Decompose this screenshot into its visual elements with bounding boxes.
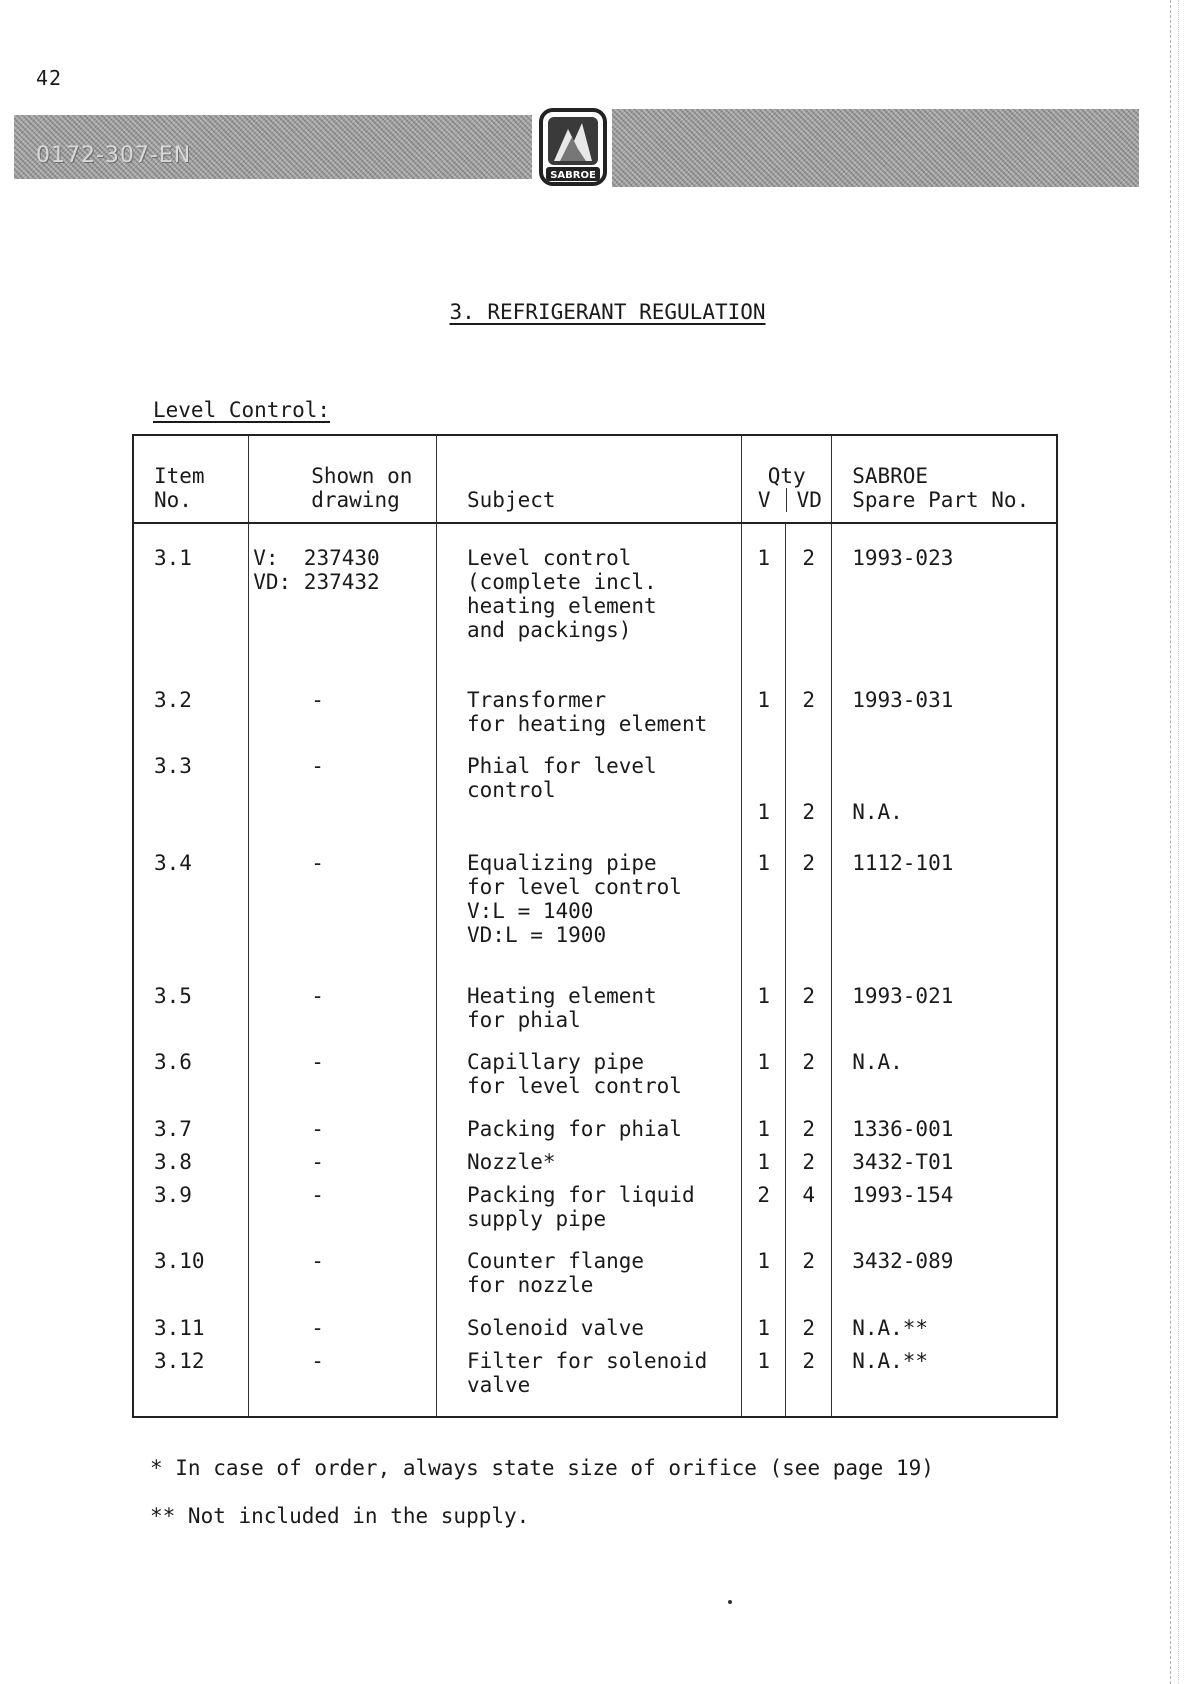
header-part-line2: Spare Part No. — [852, 488, 1030, 512]
table-row — [133, 1150, 1057, 1183]
row-qty-v: 2 — [742, 1183, 786, 1249]
row-drawing: V: 237430 VD: 237432 — [249, 523, 437, 688]
row-qty-vd: 2 — [786, 1349, 832, 1417]
header-item-no — [133, 435, 249, 523]
row-spare-part-no: N.A. — [832, 754, 1057, 851]
row-subject: Transformer for heating element — [437, 688, 742, 754]
row-drawing: - — [249, 1249, 437, 1315]
row-qty-vd: 2 — [786, 523, 832, 688]
header-qty — [742, 435, 832, 523]
row-subject: Capillary pipe for level control — [437, 1050, 742, 1116]
banner-right-panel — [612, 109, 1139, 187]
row-subject: Nozzle* — [437, 1150, 742, 1183]
row-qty-v: 1 — [742, 851, 786, 984]
page-number: 42 — [36, 66, 63, 90]
header-qty-sub — [742, 488, 831, 512]
header-qty-vd: VD — [786, 488, 831, 512]
row-item-no: 3.1 — [133, 523, 249, 688]
level-control-heading: Level Control: — [153, 398, 331, 422]
row-spare-part-no: 1993-031 — [832, 688, 1057, 754]
row-spare-part-no: 1112-101 — [832, 851, 1057, 984]
row-spare-part-no: 1993-021 — [832, 984, 1057, 1050]
row-qty-vd: 2 — [786, 1316, 832, 1349]
section-title — [0, 300, 1191, 324]
row-drawing: - — [249, 1150, 437, 1183]
row-qty-vd: 2 — [786, 1249, 832, 1315]
table-header — [133, 435, 1057, 523]
row-drawing: - — [249, 1349, 437, 1417]
row-qty-v: 1 — [742, 1150, 786, 1183]
footnote-not-included: ** Not included in the supply. — [150, 1504, 530, 1528]
scan-edge-line-secondary — [1178, 0, 1180, 1684]
spare-parts-table — [132, 434, 1058, 1418]
row-subject: Counter flange for nozzle — [437, 1249, 742, 1315]
row-qty-v: 1 — [742, 1349, 786, 1417]
table-row — [133, 1349, 1057, 1417]
document-code: 0172-307-EN — [36, 143, 192, 168]
row-subject: Packing for liquid supply pipe — [437, 1183, 742, 1249]
header-qty-v: V — [757, 488, 771, 512]
scan-speck — [728, 1600, 732, 1604]
row-drawing: - — [249, 984, 437, 1050]
row-qty-vd: 2 — [786, 688, 832, 754]
row-qty-vd: 2 — [786, 1150, 832, 1183]
row-item-no: 3.6 — [133, 1050, 249, 1116]
header-part-line1: SABROE — [852, 464, 929, 488]
header-qty-label: Qty — [767, 464, 806, 488]
header-shown-on-drawing — [249, 435, 437, 523]
header-subject: Subject — [437, 435, 742, 523]
banner-left-panel — [14, 115, 532, 179]
row-drawing: - — [249, 754, 437, 851]
row-item-no: 3.4 — [133, 851, 249, 984]
sabroe-logo — [538, 107, 608, 189]
row-drawing: - — [249, 1316, 437, 1349]
row-subject: Heating element for phial — [437, 984, 742, 1050]
row-qty-vd: 2 — [786, 851, 832, 984]
row-drawing: - — [249, 1183, 437, 1249]
row-qty-v: 1 — [742, 754, 786, 851]
row-subject: Filter for solenoid valve — [437, 1349, 742, 1417]
row-qty-v: 1 — [742, 1117, 786, 1150]
row-spare-part-no: 1993-154 — [832, 1183, 1057, 1249]
row-qty-v: 1 — [742, 523, 786, 688]
row-item-no: 3.10 — [133, 1249, 249, 1315]
row-qty-v: 1 — [742, 688, 786, 754]
row-spare-part-no: 1336-001 — [832, 1117, 1057, 1150]
table-row — [133, 754, 1057, 851]
row-qty-v: 1 — [742, 984, 786, 1050]
row-spare-part-no: N.A.** — [832, 1349, 1057, 1417]
row-item-no: 3.7 — [133, 1117, 249, 1150]
row-drawing: - — [249, 851, 437, 984]
header-spare-part-no — [832, 435, 1057, 523]
row-subject: Packing for phial — [437, 1117, 742, 1150]
row-qty-vd: 2 — [786, 984, 832, 1050]
row-spare-part-no: N.A.** — [832, 1316, 1057, 1349]
table-row — [133, 851, 1057, 984]
row-drawing: - — [249, 688, 437, 754]
row-qty-v: 1 — [742, 1050, 786, 1116]
row-qty-v: 1 — [742, 1249, 786, 1315]
table-row — [133, 523, 1057, 688]
row-qty-vd: 2 — [786, 754, 832, 851]
row-subject: Equalizing pipe for level control V:L = 1400 VD:L = 1900 — [437, 851, 742, 984]
table-row — [133, 984, 1057, 1050]
row-spare-part-no: N.A. — [832, 1050, 1057, 1116]
header-banner — [14, 107, 1139, 189]
row-subject: Level control (complete incl. heating element and packings) — [437, 523, 742, 688]
table-row — [133, 688, 1057, 754]
row-item-no: 3.11 — [133, 1316, 249, 1349]
header-tick-mark — [248, 436, 250, 474]
row-item-no: 3.9 — [133, 1183, 249, 1249]
row-drawing: - — [249, 1050, 437, 1116]
row-spare-part-no: 1993-023 — [832, 523, 1057, 688]
row-qty-v: 1 — [742, 1316, 786, 1349]
row-item-no: 3.2 — [133, 688, 249, 754]
table-row — [133, 1249, 1057, 1315]
row-item-no: 3.5 — [133, 984, 249, 1050]
table-body — [133, 523, 1057, 1417]
row-spare-part-no: 3432-T01 — [832, 1150, 1057, 1183]
table-row — [133, 1316, 1057, 1349]
row-item-no: 3.8 — [133, 1150, 249, 1183]
row-item-no: 3.12 — [133, 1349, 249, 1417]
row-qty-vd: 4 — [786, 1183, 832, 1249]
footnote-orifice: * In case of order, always state size of orifice (see page 19) — [150, 1456, 934, 1480]
table-row — [133, 1050, 1057, 1116]
header-item-label: Item No. — [154, 464, 205, 512]
row-spare-part-no: 3432-089 — [832, 1249, 1057, 1315]
header-drawing-line1: Shown on — [311, 464, 413, 488]
table-row — [133, 1117, 1057, 1150]
row-drawing: - — [249, 1117, 437, 1150]
table-row — [133, 1183, 1057, 1249]
logo-text: SABROE — [550, 170, 596, 181]
scan-edge-line — [1170, 0, 1172, 1684]
row-subject: Solenoid valve — [437, 1316, 742, 1349]
row-subject: Phial for level control — [437, 754, 742, 851]
row-qty-vd: 2 — [786, 1117, 832, 1150]
header-drawing-line2: drawing — [311, 488, 400, 512]
row-qty-vd: 2 — [786, 1050, 832, 1116]
row-item-no: 3.3 — [133, 754, 249, 851]
section-title-text: 3. REFRIGERANT REGULATION — [449, 300, 766, 324]
